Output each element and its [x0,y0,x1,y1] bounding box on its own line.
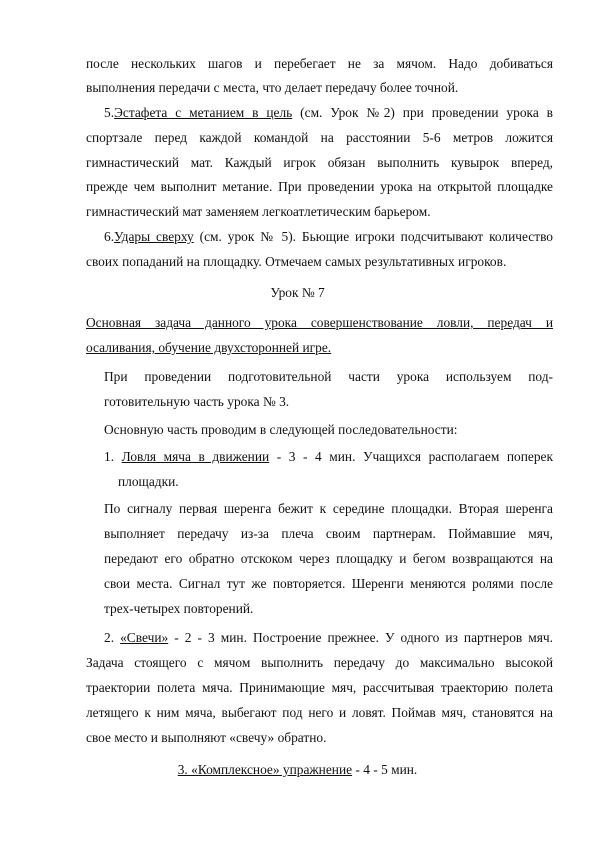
item-number: 6. [104,229,115,244]
paragraph-line: свои места. Сигнал тут же повторяется. Шеренги меняются ролями после [104,576,553,591]
lesson-heading: Урок № 7 [270,285,325,300]
lesson-task: Основная задача данного урока совершенствование ловли, передач и [86,315,553,330]
paragraph-line: гимнастический мат заменяем легкоатлетическим барьером. [86,204,431,219]
paragraph-line: своих попаданий на площадку. Отмечаем самых результативных игроков. [86,254,507,269]
exercise-title: Эстафета с метанием в цель [114,105,293,120]
paragraph-line: площадки. [118,474,179,489]
list-item-2 [104,630,553,646]
paragraph-line: после нескольких шагов и перебегает не за мячом. Надо добиваться [86,56,553,71]
paragraph-line: свое место и выполняют «свечу» обратно. [86,730,327,745]
item-number: 2. [104,630,115,645]
paragraph-line: готовительную часть урока № 3. [104,394,290,409]
paragraph-line: выполнения передачи с места, что делает передачу более точной. [86,80,459,95]
exercise-title: «Свечи» [120,630,169,645]
paragraph-line: прежде чем выполнит метание. При проведении урока на открытой площадке [86,179,553,194]
exercise-title: Ловля мяча в движении [121,449,270,464]
paragraph-line: передают его обратно отскоком через площадку и бегом возвращаются на [104,551,553,566]
paragraph-line: Основную часть проводим в следующей последовательности: [104,422,458,437]
paragraph-line: По сигналу первая шеренга бежит к середине площадки. Вторая шеренга [104,501,553,516]
list-item-5 [104,105,553,121]
item-number: 5. [104,105,115,120]
item-text: - 3 - 4 мин. Учащихся располагаем поперек [269,449,553,464]
item-text: (см. урок № 5). Бьющие игроки подсчитывают количество [193,229,553,244]
paragraph-line: летящего к ним мяча, выбегают под него и ловят. Поймав мяч, становятся на [86,705,553,720]
paragraph-line: Задача стоящего с мячом выполнить передачу до максимально высокой [86,655,553,670]
paragraph-line: При проведении подготовительной части урока используем под- [104,369,553,384]
paragraph-line: траектории полета мяча. Принимающие мяч, рассчитывая траекторию полета [86,680,553,695]
item-number: 1. [104,449,115,464]
list-item-6 [104,229,553,245]
list-item-3 [0,762,595,778]
lesson-task: осаливания, обучение двухсторонней игре. [86,340,332,355]
paragraph-line: гимнастический мат. Каждый игрок обязан выполнить кувырок вперед, [86,155,553,170]
item-text: - 4 - 5 мин. [352,762,418,777]
item-text: - 2 - 3 мин. Построение прежнее. У одного из партнеров мяч. [168,630,553,645]
list-item-1 [104,449,553,465]
paragraph-line: выполняет передачу из-за плеча своим партнерам. Поймавшие мяч, [104,526,553,541]
paragraph-line: спортзале перед каждой командой на расстоянии 5-6 метров ложится [86,130,553,145]
item-text: (см. Урок №2) при проведении урока в [292,105,553,120]
paragraph-line: трех-четырех повторений. [104,601,254,616]
exercise-title: Удары сверху [114,229,194,244]
exercise-title: 3. «Комплексное» упражнение [177,762,353,777]
